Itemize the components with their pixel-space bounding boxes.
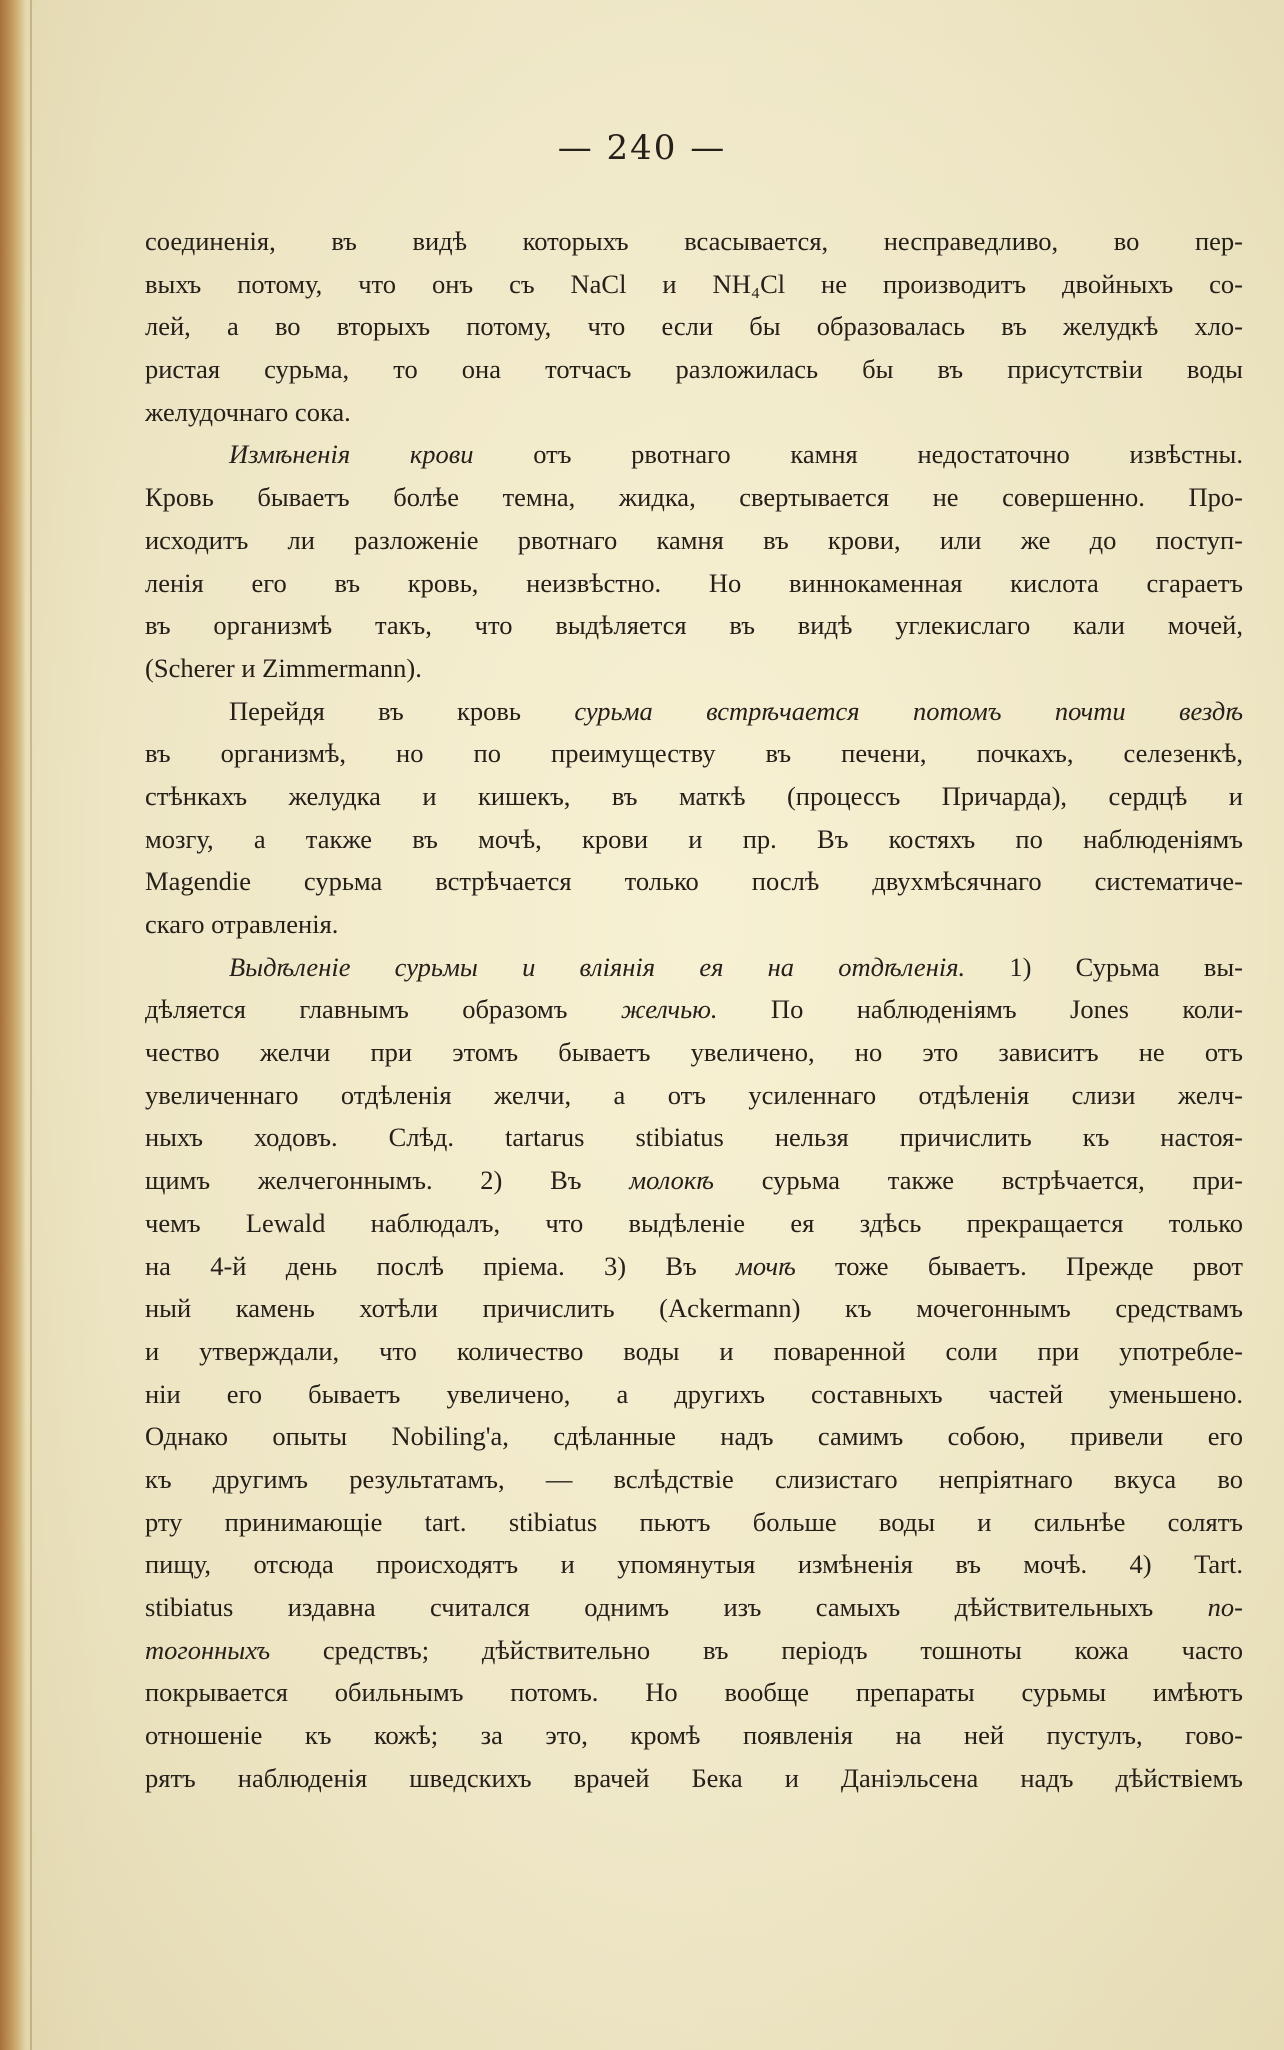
text-segment: рятъ наблюденія шведскихъ врачей Бека и Даніэльсена надъ дѣйствіемъ	[145, 1762, 1243, 1793]
text-segment: лей, а во вторыхъ потому, что если бы образовалась въ желудкѣ хло-	[145, 311, 1243, 342]
text-segment: stibiatus издавна считался однимъ изъ самыхъ дѣйствительныхъ	[145, 1592, 1208, 1622]
text-segment: скаго отравленія.	[145, 909, 339, 939]
text-line	[145, 391, 1243, 434]
text-segment: Кровь бываетъ болѣе темна, жидка, свертывается не совершенно. Про-	[145, 482, 1243, 513]
text-segment: увеличеннаго отдѣленія желчи, а отъ усиленнаго отдѣленія слизи желч-	[145, 1079, 1243, 1110]
text-segment: рту принимающіе tart. stibiatus пьютъ больше воды и сильнѣе солятъ	[145, 1506, 1243, 1537]
text-line	[145, 433, 1243, 476]
text-line	[145, 1757, 1243, 1800]
text-segment: на 4-й день послѣ пріема. 3) Въ	[145, 1250, 736, 1281]
italic-text: молокѣ	[629, 1165, 714, 1196]
italic-text: по-	[1207, 1592, 1243, 1622]
italic-text: желчью.	[620, 994, 718, 1025]
text-line	[145, 860, 1243, 903]
text-segment: соединенія, въ видѣ которыхъ всасывается, несправедливо, во пер-	[145, 226, 1243, 256]
text-line	[145, 775, 1243, 818]
text-segment: стѣнкахъ желудка и кишекъ, въ маткѣ (процессъ Причарда), сердцѣ и	[145, 780, 1243, 811]
text-line	[145, 1501, 1243, 1544]
text-segment: 1) Сурьма вы-	[965, 951, 1243, 982]
text-segment: исходитъ ли разложеніе рвотнаго камня въ крови, или же до поступ-	[145, 524, 1243, 555]
text-segment: ныхъ ходовъ. Слѣд. tartarus stibiatus нельзя причислить къ настоя-	[145, 1122, 1243, 1153]
book-spine-edge	[0, 0, 26, 2050]
text-segment: ристая сурьма, то она тотчасъ разложилась бы въ присутствіи воды	[145, 354, 1243, 385]
text-line	[145, 1074, 1243, 1117]
text-line	[145, 818, 1243, 861]
italic-text: тогонныхъ	[145, 1634, 271, 1665]
text-segment: и утверждали, что количество воды и поваренной соли при употребле-	[145, 1335, 1243, 1366]
text-line	[145, 348, 1243, 391]
text-segment: По наблюденіямъ Jones коли-	[717, 994, 1243, 1025]
page-number: — 240 —	[557, 128, 727, 168]
text-segment: средствъ; дѣйствительно въ періодъ тошноты кожа часто	[270, 1634, 1243, 1665]
text-segment: въ организмѣ, но по преимуществу въ печени, почкахъ, селезенкѣ,	[145, 738, 1243, 769]
text-segment: Magendie сурьма встрѣчается только послѣ двухмѣсячнаго систематиче-	[145, 866, 1243, 897]
text-line	[145, 476, 1243, 519]
text-line	[145, 988, 1243, 1031]
text-line	[145, 1714, 1243, 1757]
text-segment: сурьма также встрѣчается, при-	[713, 1165, 1243, 1196]
text-line	[145, 1330, 1243, 1373]
italic-text: Измѣненія крови	[229, 439, 474, 470]
text-line	[145, 690, 1243, 733]
text-line	[145, 1287, 1243, 1330]
text-line	[145, 519, 1243, 562]
italic-text: сурьма встрѣчается потомъ почти вездѣ	[574, 695, 1243, 726]
text-segment: Однако опыты Nobiling'a, сдѣланные надъ самимъ собою, привели его	[145, 1421, 1243, 1452]
text-line	[145, 903, 1243, 946]
text-line	[145, 1415, 1243, 1458]
text-line	[145, 1458, 1243, 1501]
text-line	[145, 732, 1243, 775]
text-segment: ный камень хотѣли причислить (Ackermann) къ мочегоннымъ средствамъ	[145, 1293, 1243, 1324]
text-line	[145, 263, 1243, 306]
text-line	[145, 1202, 1243, 1245]
text-line	[145, 1031, 1243, 1074]
text-line	[145, 604, 1243, 647]
text-line	[145, 1159, 1243, 1202]
text-line	[145, 1629, 1243, 1672]
italic-text: мочѣ	[735, 1250, 796, 1281]
text-segment: пищу, отсюда происходятъ и упомянутыя измѣненія въ мочѣ. 4) Tart.	[145, 1549, 1243, 1580]
text-line	[145, 305, 1243, 348]
text-segment: чемъ Lewald наблюдалъ, что выдѣленіе ея здѣсь прекращается только	[145, 1207, 1243, 1238]
text-line	[145, 1116, 1243, 1159]
text-line	[145, 220, 1243, 263]
text-segment: покрывается обильнымъ потомъ. Но вообще препараты сурьмы имѣютъ	[145, 1677, 1243, 1708]
gutter-line	[30, 0, 32, 2050]
text-segment: дѣляется главнымъ образомъ	[145, 994, 621, 1025]
text-segment: отъ рвотнаго камня недостаточно извѣстны.	[473, 439, 1243, 470]
text-segment: мозгу, а также въ мочѣ, крови и пр. Въ костяхъ по наблюденіямъ	[145, 823, 1243, 854]
text-segment: въ организмѣ такъ, что выдѣляется въ видѣ углекислаго кали мочей,	[145, 610, 1243, 641]
text-line	[145, 946, 1243, 989]
text-segment: щимъ желчегоннымъ. 2) Въ	[145, 1165, 630, 1196]
text-segment: ніи его бываетъ увеличено, а другихъ составныхъ частей уменьшено.	[145, 1378, 1243, 1409]
text-segment: (Scherer и Zimmermann).	[145, 652, 422, 683]
text-segment: отношеніе къ кожѣ; за это, кромѣ появленія на ней пустулъ, гово-	[145, 1720, 1243, 1751]
text-segment: ленія его въ кровь, неизвѣстно. Но виннокаменная кислота сгараетъ	[145, 567, 1243, 598]
text-line	[145, 1373, 1243, 1416]
text-segment: тоже бываетъ. Прежде рвот	[795, 1250, 1243, 1281]
text-segment: выхъ потому, что онъ съ NaCl и NH₄Cl не производитъ двойныхъ со-	[145, 268, 1243, 299]
text-segment: къ другимъ результатамъ, — вслѣдствіе слизистаго непріятнаго вкуса во	[145, 1463, 1243, 1494]
text-line	[145, 1245, 1243, 1288]
text-line	[145, 562, 1243, 605]
text-line	[145, 1671, 1243, 1714]
text-line	[145, 1543, 1243, 1586]
body-text	[145, 220, 1243, 1799]
text-segment: Перейдя въ кровь	[229, 695, 575, 726]
italic-text: Выдѣленіе сурьмы и вліянія ея на отдѣленія.	[229, 951, 966, 982]
text-segment: желудочнаго сока.	[145, 396, 351, 427]
text-line	[145, 647, 1243, 690]
text-line	[145, 1586, 1243, 1629]
text-segment: чество желчи при этомъ бываетъ увеличено, но это зависитъ не отъ	[145, 1037, 1243, 1068]
